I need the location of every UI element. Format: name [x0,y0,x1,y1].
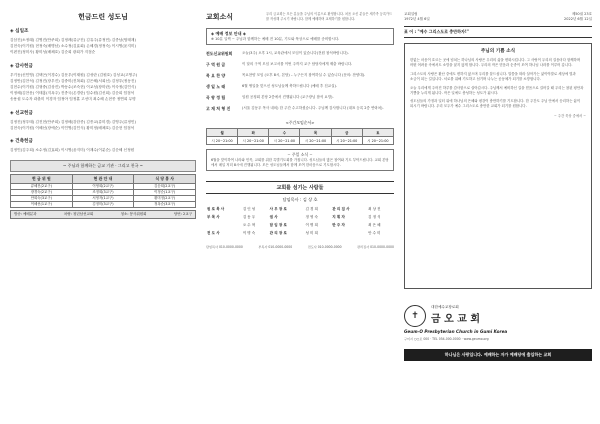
cross-logo-icon: ✝ [404,305,426,327]
duty-header: 현 관 안 내 [72,175,134,184]
offering-names: 송용섭 도수자 곽춘미 이경자 임정아 임정훈 고선미 최수혜 손현종 정연희 무명 [10,97,136,102]
offering-names: 우기동(신인영) 김택곤(이경수) 김문우(이재원) 김성란 (김원호) 김성교(고영주) [10,72,138,77]
duty-table [10,174,196,208]
yearly-motto: 표 어 : "예수 그리스도로 충만하자!" [404,26,592,38]
duty-row [11,196,196,202]
worship-info-box [206,28,394,45]
worship-info-title: ◈ 예배 정보 안내 ◈ [211,31,246,36]
article-body [410,58,586,109]
news-item [206,62,394,68]
article-title: 주님의 기쁨 소식 [480,49,516,54]
staff-row [206,222,394,230]
news-text: 6월 생일을 맞으신 성도님들께 축하드립니다 (예배 후 친교실). [242,84,338,88]
staff-role: 부 목 사 [207,215,220,220]
schedule-day: 금 [331,129,362,137]
devotional-article [404,43,592,289]
staff-role: 관 리 집 사 [332,207,350,212]
staff-row [206,206,394,214]
offering-heading: ◈ 감사헌금 [10,63,33,69]
duty-footer-item: 당번: 2교구 [173,212,192,217]
duty-footer-item: 차량: 청년남선교회 [63,212,94,217]
offering-names: 이정혜(김찬문) 이태홍(지옥주) 진종국(온경란) 임수원(김신희) 김순희 임점석 [10,91,135,96]
news-list [206,51,394,112]
staff-name: 안 수 미 [368,231,381,236]
issue-info: 제50권 23호 2022년 6월 12일 [564,12,592,21]
senior-pastor: 담임목사 : 김 상 호 [282,196,318,202]
worship-info-text: ※ 10분 일찍 ~ 주님과 함께하는 예배 전 10분, 기도와 묵상으로 예배를 준비합시다. [211,37,340,41]
news-item [206,84,394,90]
staff-name: 최 상 진 [368,207,381,212]
article-source: ~ 주간 묵상 중에서 ~ [553,114,586,119]
duty-row [11,202,196,208]
offering-title: 헌금드린 성도님 [78,13,128,21]
contact-list [206,244,394,249]
offering-names: 김정안(김찬석) 김정진(장우진) 김중미(진복회) 김은혜(서희선) 김정우(정동진) [10,78,136,83]
schedule-cell: 시 20~21:00 [362,137,393,145]
sunday-news-box [206,149,394,171]
church-slogan: 하나님은 사랑입니다. 예배하는 자가 예배당에 출입하는 교회 [404,349,592,361]
duty-cell: 안희숙(3교구) [11,196,73,202]
article-paragraph: 그리스도의 사랑은 환난 중에도 변하지 않으며 우리를 붙드십니다. 말씀을 따라 살아가는 삶이야말로 세상에 빛과 소금이 되는 길입니다. 서로를 위해 기도하고 섬기며 나누는 공동체가 되기를 소망합니다. [410,71,576,81]
staff-name: 김 경 희 [305,207,318,212]
staff-row [206,214,394,222]
staff-role: 원 로 목 사 [207,207,225,212]
news-label: 고 재 처 형 진 [206,106,231,111]
staff-row [206,230,394,238]
offering-column [10,12,196,412]
news-text: 임원 공청회 본당 2층에서 진행됩니다 (교구장님 참석 요망). [242,95,334,99]
contact-item: 관리집사 010-0000-0000 [357,244,394,249]
schedule-cell: 시 20~21:00 [269,137,300,145]
offering-heading: ◈ 선교헌금 [10,110,33,116]
duty-header: 식 당 봉 사 [134,175,196,184]
staff-title: 교회를 섬기는 사람들 [206,181,394,194]
news-item [206,73,394,79]
offering-names: 김정진(정우태) 김진현(안쿠희) 김정배(강한종) 김종교(류미경) 김영주(류정민) [10,119,136,124]
duty-cell: 황미정(2교구) [134,196,196,202]
duty-footer-item: 청소: 봉사위원회 [120,212,147,217]
denomination: 대한예수교장로회 [431,305,459,309]
schedule-cell: 시 20~21:00 [331,137,362,145]
duty-cell: 장경숙(2교구) [11,190,73,196]
news-label: 곡 왕 정 립 [206,95,226,100]
duty-header: 헌 금 위 원 [11,175,73,184]
duty-footer [10,210,196,219]
staff-name: 김 인 성 [242,207,256,212]
offering-sections [10,28,196,153]
duty-cell: 김정미(3교구) [72,202,134,208]
sunday-news-title: ~ 주일 소식 ~ [287,152,313,157]
staff-role: 사 무 장 로 [269,207,287,212]
staff-role: 반 주 자 [332,223,345,228]
offering-names: 이편진(정미사) 황미성(배채호) 김순희 광희가 지점순 [10,50,96,55]
news-text: 오늘(3주) 오후 1시, 교육관에서 모임이 있습니다(전원 참석바랍니다). [242,51,349,55]
staff-role: 전 도 사 [207,231,220,236]
front-column [404,12,592,412]
news-text: (서울 김동우 목사 내외) 한 주간 수고하셨습니다. 주님께 감사합니다 (대표 등록 2층 연락처). [242,106,384,110]
schedule-day: 월 [207,129,238,137]
news-title: 교회소식 [206,13,234,21]
schedule-day: 목 [300,129,331,137]
news-label: 생 일 노 래 [206,84,226,89]
duty-cell: 정옥순(3교구) [134,202,196,208]
news-label: 목 요 찬 양 [206,73,226,78]
duty-cell: 서영자(1교구) [72,196,134,202]
duty-footer-item: 방송: 예배분과 [14,212,37,217]
duty-row [11,190,196,196]
duty-cell: 이혜선(1교구) [11,202,73,208]
schedule-cell: 시 20~21:00 [238,137,269,145]
news-item [206,106,394,112]
contact-item: 담임목사 010-0000-0000 [206,244,243,249]
weekly-schedule-table [206,128,394,145]
offering-heading: ◈ 건축헌금 [10,139,33,145]
staff-name: 이 명 희 [305,223,318,228]
article-paragraph: 성도님들의 가정과 일터 위에 하나님의 은혜와 평강이 충만하기를 기도합니다. 한 주간도 주님 안에서 승리하는 삶이 되시기 바랍니다. 우리 모두가 예수 그리스도로 충만한 교회가 되기를 원합니다. [410,99,581,109]
offering-names: 김정인(김주희) 소수정(김효회) 이시영(윤지미) 이재수(이분순) 김순혜 신정원 [10,148,135,153]
founding-info: 교회설립 1972년 4월 6일 [404,12,430,21]
offering-names: 김현숙(이기원) 이혜선(장애순) 이인영(김인식) 황미정(배채호) 김순현 임점석 [10,125,135,130]
schedule-row [207,137,394,145]
offering-section [10,138,196,153]
staff-name: 이 명 숙 [242,231,256,236]
offering-names: 김현숙(이기원) 현정숙(배병남) 소수정(김효회) 손혜경(정정숙) 이시영(윤지미) [10,44,136,49]
staff-name: 오 수 혁 [242,223,256,228]
duty-cell: 김순희(2교구) [134,184,196,190]
church-name: 금 오 교 회 [431,314,481,325]
staff-role: 관 리 장 로 [269,231,287,236]
news-item [206,51,394,57]
duty-cell: 류혜진(2교구) [11,184,73,190]
duty-cell: 이정순(1교구) [134,190,196,196]
schedule-cell: 시 20~21:00 [300,137,331,145]
staff-role [331,230,367,238]
schedule-day: 토 [362,129,393,137]
staff-role: 지 휘 자 [332,215,345,220]
offering-names: 김현수(이기원) 김형중(김상진) 박동수(조숙현) 이교성(장미란) 이숙정(김인식) [10,85,136,90]
offering-section [10,28,196,56]
weekly-schedule-title: <주간모임순서> [285,120,315,125]
sunday-news-text: 6월을 맞이하여 나라와 민족, 교회를 위한 특별기도회를 가집니다. 성도님들의 많은 참여와 기도 부탁드립니다. 교회 본당에서 매일 저녁 8시에 진행됩니다. 모든 성도님들께서 함께 모여 한마음으로 기도합시다. [211,158,389,167]
news-label: 구 역 원 급 [206,62,226,67]
staff-role: 담 임 장 로 [269,223,287,228]
news-item [206,95,394,101]
church-identity [404,305,592,327]
schedule-day: 수 [269,129,300,137]
offering-names: 김삼진(소정래) 김영진(안쿠희) 김정례(류규진) 김유주(류정민) 김종남(엄태재) [10,38,136,42]
staff-name: 정 영 숙 [305,215,318,220]
staff-name: 김 정 식 [368,215,381,220]
news-text: 이 달의 구역 모임 보고서를 이번 주까지 교구 담당자에게 제출 바랍니다. [242,62,353,66]
news-label: 전도신교위원회 [206,51,233,56]
staff-role [206,222,242,230]
staff-name: 최 은 혜 [368,223,381,228]
welcome-note: 우리 금교회는 모든 분들을 주님의 이름으로 환영합니다. 처음 오신 분들은 새가족 등록카드를 작성해 주시기 바랍니다. 함께 예배하며 교제하기를 원합니다. [266,12,393,21]
news-column [206,12,394,412]
staff-name: 성 미 희 [305,231,318,236]
offering-heading: ◈ 십일조 [10,29,29,34]
church-address: 구미시 ○○로 000 · TEL 054-000-0000 · www.geumo.org [404,337,489,341]
contact-item: 전도사 010-0000-0000 [307,244,342,249]
schedule-cell: 시 20~21:00 [207,137,238,145]
duty-cell: 이영희(2교구) [72,184,134,190]
duty-row [11,184,196,190]
church-english-name: Geum-O Presbyterian Church in Gumi Korea [404,329,508,334]
ministry-banner: ~ 주님과 함께하는 금교 기관 · 그리고 천국 ~ [10,160,196,172]
offering-section [10,63,196,103]
staff-name: 김 동 우 [242,215,256,220]
staff-table [206,206,394,238]
news-text: 목요찬양 모임 (오후 8시, 본당) – 누구든지 참여하실 수 있습니다 (문의: 찬양대). [242,73,366,77]
staff-role: 권 사 [269,215,278,220]
article-paragraph: 오늘 우리에게 주어진 하루를 감사함으로 살아갑시다. 주님께서 예비하신 길을 믿음으로 걸어갈 때 우리는 참된 평안과 기쁨을 누리게 됩니다. 작은 일에도 충성하는 성도가 됩시다. [410,85,584,95]
offering-section [10,110,196,131]
duty-cell: 조정희(3교구) [72,190,134,196]
article-paragraph: 한없는 마음이 흐르는 곳에 넘치는 하나님의 사랑은 우리의 삶을 변화시킵니다. 그 사랑이 우리의 걸음마다 함께하며 어떤 어려움 속에서도 소망을 잃지 않게 합니다. 우리의 작은 믿음과 순종이 모여 하나님 나라를 이루어 갑니다. [410,58,581,67]
schedule-day: 화 [238,129,269,137]
contact-item: 부목사 010-0000-0000 [258,244,293,249]
